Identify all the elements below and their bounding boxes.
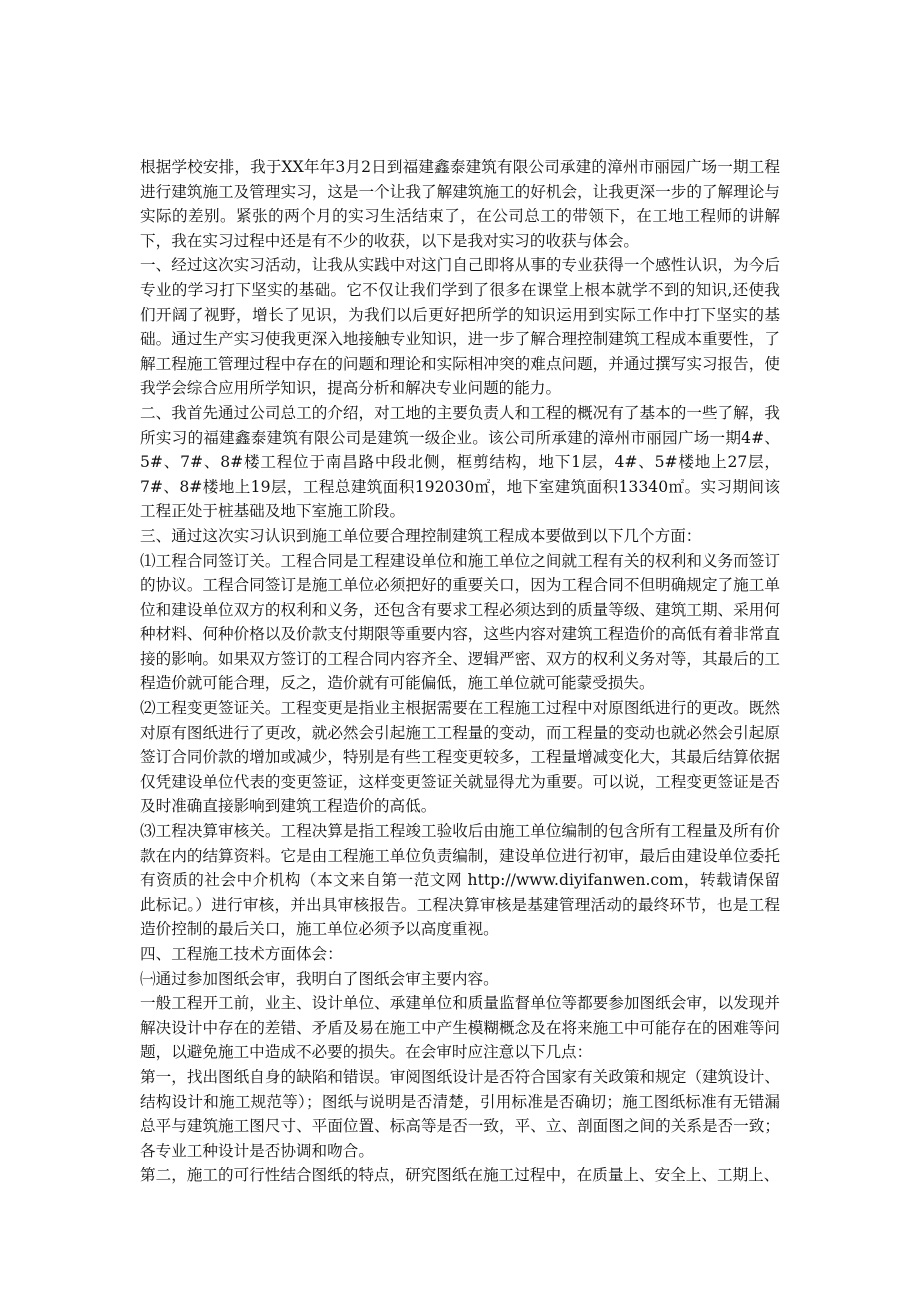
paragraph-drawing-review: 一般工程开工前，业主、设计单位、承建单位和质量监督单位等都要参加图纸会审，以发现并解决设计中存在的差错、矛盾及易在施工中产生模糊概念及在将来施工中可能存在的困难等问题，以避免施工中造成不必要的损失。在会审时应注意以下几点： [140,994,780,1062]
paragraph-item-2: ⑵工程变更签证关。工程变更是指业主根据需要在工程施工过程中对原图纸进行的更改。既然对原有图纸进行了更改，就必然会引起施工工程量的变动，而工程量的变动也就必然会引起原签订合同价款的增加或减少，特别是有些工程变更较多，工程量增减变化大，其最后结算依据仅凭建设单位代表的变更签证，这样变更签证关就显得尤为重要。可以说，工程变更签证是否及时准确直接影响到建筑工程造价的高低。 [140,699,780,816]
paragraph-section-4-heading: 四、工程施工技术方面体会： [140,945,343,963]
paragraph-point-2: 第二，施工的可行性结合图纸的特点，研究图纸在施工过程中，在质量上、安全上、工期上、 [140,1166,780,1185]
paragraph-section-3-heading: 三、通过这次实习认识到施工单位要合理控制建筑工程成本要做到以下几个方面： [140,526,702,545]
paragraph-item-3: ⑶工程决算审核关。工程决算是指工程竣工验收后由施工单位编制的包含所有工程量及所有价款在内的结算资料。它是由工程施工单位负责编制，建设单位进行初审，最后由建设单位委托有资质的社会中介机构（本文来自第一范文网 http://www.diyifanwen.com，转载请保留此标记。）进行审核，并出具审核报告。工程决算审核是基建管理活动的最终环节，也是工程造价控制的最后关口，施工单位必须予以高度重视。 [140,822,780,939]
paragraph-point-1: 第一，找出图纸自身的缺陷和错误。审阅图纸设计是否符合国家有关政策和规定（建筑设计、结构设计和施工规范等）；图纸与说明是否清楚，引用标准是否确切；施工图纸标准有无错漏 总平与建筑施工图尺寸、平面位置、标高等是否一致，平、立、剖面图之间的关系是否一致；各专业工种设计是否协调和吻合。 [140,1067,780,1160]
paragraph-section-1: 一、经过这次实习活动，让我从实践中对这门自己即将从事的专业获得一个感性认识，为今后专业的学习打下坚实的基础。它不仅让我们学到了很多在课堂上根本就学不到的知识,还使我们开阔了视野，增长了见识，为我们以后更好把所学的知识运用到实际工作中打下坚实的基础。通过生产实习使我更深入地接触专业知识，进一步了解合理控制建筑工程成本重要性，了解工程施工管理过程中存在的问题和理论和实际相冲突的难点问题，并通过撰写实习报告，使我学会综合应用所学知识，提高分析和解决专业问题的能力。 [140,256,780,398]
document-body [140,155,780,1188]
paragraph-section-2: 二、我首先通过公司总工的介绍，对工地的主要负责人和工程的概况有了基本的一些了解，我所实习的福建鑫泰建筑有限公司是建筑一级企业。该公司所承建的漳州市丽园广场一期4#、5#、7#、8#楼工程位于南昌路中段北侧，框剪结构，地下1层，4#、5#楼地上27层，7#、8#楼地上19层，工程总建筑面积192030㎡，地下室建筑面积13340㎡。实习期间该工程正处于桩基础及地下室施工阶段。 [140,403,780,521]
paragraph-intro: 根据学校安排，我于XX年年3月2日到福建鑫泰建筑有限公司承建的漳州市丽园广场一期工程进行建筑施工及管理实习，这是一个让我了解建筑施工的好机会，让我更深一步的了解理论与实际的差别。紧张的两个月的实习生活结束了，在公司总工的带领下，在工地工程师的讲解下，我在实习过程中还是有不少的收获，以下是我对实习的收获与体会。 [140,158,780,250]
paragraph-item-1: ⑴工程合同签订关。工程合同是工程建设单位和施工单位之间就工程有关的权利和义务而签订的协议。工程合同签订是施工单位必须把好的重要关口，因为工程合同不但明确规定了施工单位和建设单位双方的权利和义务，还包含有要求工程必须达到的质量等级、建筑工期、采用何种材料、何种价格以及价款支付期限等重要内容，这些内容对建筑工程造价的高低有着非常直接的影响。如果双方签订的工程合同内容齐全、逻辑严密、双方的权利义务对等，其最后的工程造价就可能合理，反之，造价就有可能偏低，施工单位就可能蒙受损失。 [140,551,780,693]
paragraph-subheading-1: ㈠通过参加图纸会审，我明白了图纸会审主要内容。 [140,969,499,988]
